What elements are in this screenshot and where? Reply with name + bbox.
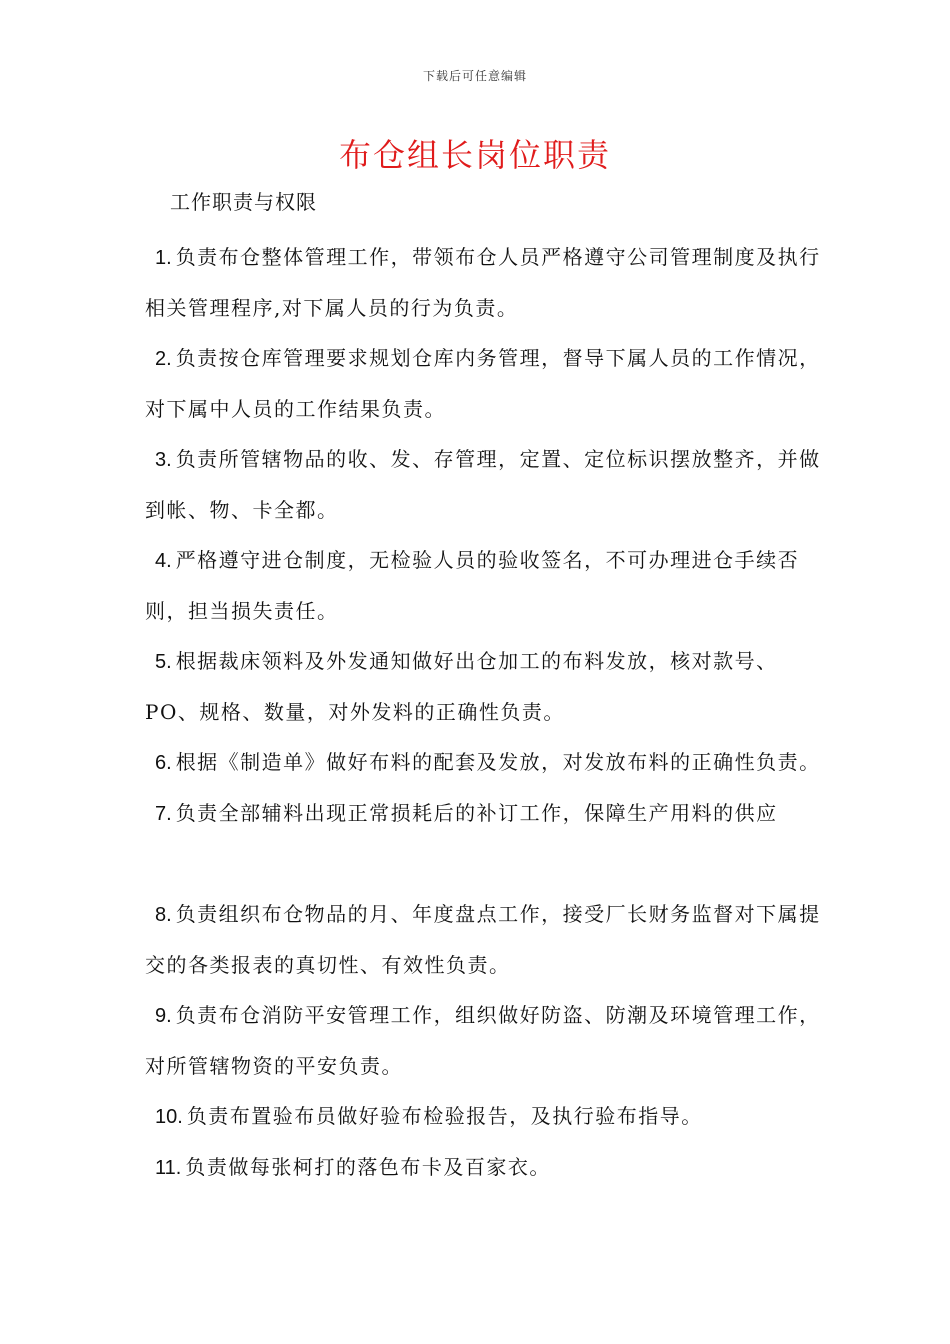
duty-number: 11. <box>155 1157 182 1179</box>
duty-number: 8. <box>155 904 172 926</box>
duty-text: 负责布置验布员做好验布检验报告，及执行验布指导。 <box>186 1104 703 1128</box>
duty-item <box>145 333 825 434</box>
duty-number: 10. <box>155 1106 183 1128</box>
duty-item <box>145 788 825 839</box>
duty-number: 2. <box>155 348 172 370</box>
duty-number: 9. <box>155 1005 172 1027</box>
duty-text: 负责布仓消防平安管理工作，组织做好防盗、防潮及环境管理工作，对所管辖物资的平安负责。 <box>145 1003 821 1078</box>
duty-item <box>145 737 825 788</box>
duty-list <box>145 232 825 1193</box>
duty-text: 负责组织布仓物品的月、年度盘点工作，接受厂长财务监督对下属提交的各类报表的真切性、有效性负责。 <box>145 902 821 977</box>
duty-text: 负责全部辅料出现正常损耗后的补订工作，保障生产用料的供应 <box>175 801 778 825</box>
duty-item <box>145 889 825 990</box>
duty-text: 负责按仓库管理要求规划仓库内务管理，督导下属人员的工作情况，对下属中人员的工作结果负责。 <box>145 346 821 421</box>
duty-item <box>145 434 825 535</box>
duty-number: 4. <box>155 550 172 572</box>
duty-text: 负责做每张柯打的落色布卡及百家衣。 <box>185 1155 551 1179</box>
duty-text: 根据《制造单》做好布料的配套及发放，对发放布料的正确性负责。 <box>175 750 821 774</box>
duty-item <box>145 1142 825 1193</box>
duty-item <box>145 535 825 636</box>
duty-item <box>145 1091 825 1142</box>
duty-item <box>145 232 825 333</box>
duty-text: 根据裁床领料及外发通知做好出仓加工的布料发放，核对款号、PO、规格、数量，对外发料的正确性负责。 <box>145 649 778 724</box>
duty-text: 负责布仓整体管理工作，带领布仓人员严格遵守公司管理制度及执行相关管理程序,对下属人员的行为负责。 <box>145 245 821 320</box>
header-note: 下载后可任意编辑 <box>422 69 527 83</box>
duty-number: 6. <box>155 752 172 774</box>
duty-text: 严格遵守进仓制度，无检验人员的验收签名，不可办理进仓手续否则，担当损失责任。 <box>145 548 800 623</box>
duty-number: 1. <box>155 247 172 269</box>
duty-item <box>145 990 825 1091</box>
duty-number: 5. <box>155 651 172 673</box>
duty-item <box>145 636 825 737</box>
duty-number: 3. <box>155 449 172 471</box>
duty-text: 负责所管辖物品的收、发、存管理，定置、定位标识摆放整齐，并做到帐、物、卡全都。 <box>145 447 821 522</box>
document-title: 布仓组长岗位职责 <box>338 136 611 174</box>
duty-number: 7. <box>155 803 172 825</box>
section-heading: 工作职责与权限 <box>170 190 317 214</box>
